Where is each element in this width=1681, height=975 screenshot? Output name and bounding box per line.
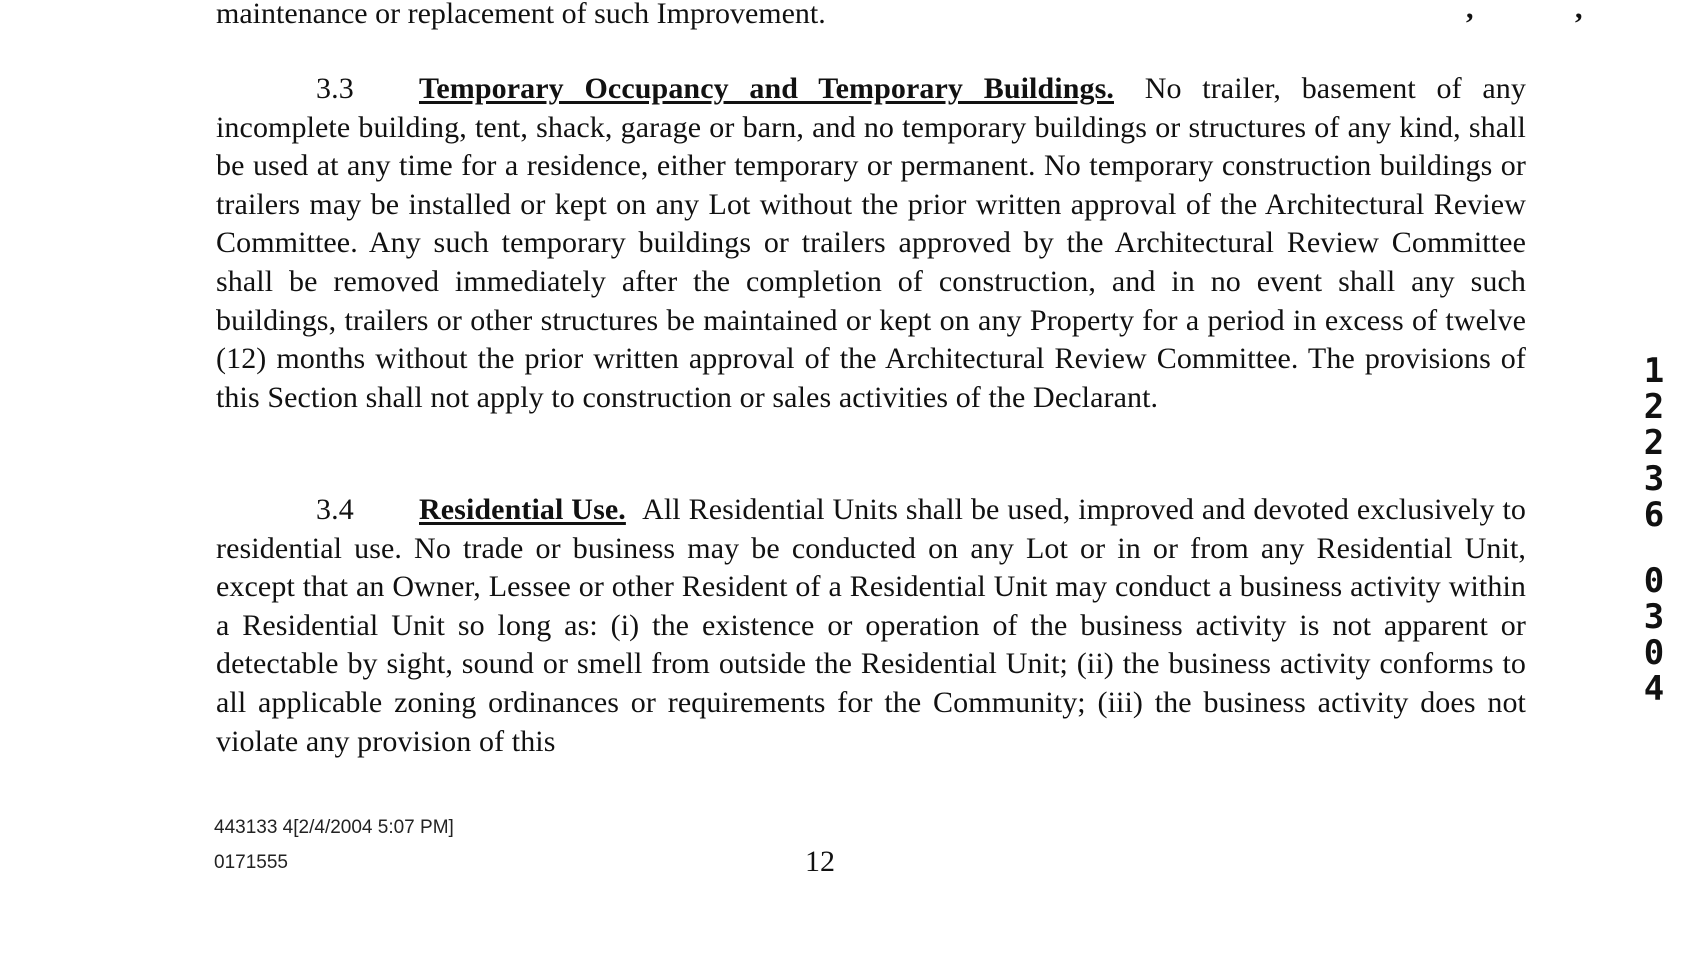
- page-number: 12: [805, 845, 835, 878]
- corner-mark: ,: [1575, 0, 1583, 25]
- section-heading: Residential Use.: [419, 493, 626, 526]
- stamp-digit: 1: [1643, 351, 1665, 391]
- margin-recording-stamp: [1637, 353, 1671, 707]
- stamp-digit: 3: [1643, 597, 1665, 637]
- footer-document-id: 443133 4[2/4/2004 5:07 PM]: [214, 817, 454, 838]
- stamp-digit: 6: [1643, 495, 1665, 535]
- footer-reference-number: 0171555: [214, 852, 288, 873]
- section-body: All Residential Units shall be used, improved and devoted exclusively to residential use. No trade or business may be conducted on any Lot or in or from any Residential Unit, except that an Owner, Lessee or other Resident of a Residential Unit may conduct a business activity within a Residential Unit so long as: (i) the existence or operation of the business activity is not apparent or detectable by sight, sound or smell from outside the Residential Unit; (ii) the business activity conforms to all applicable zoning ordinances or requirements for the Community; (iii) the business activity does not violate any provision of this: [216, 493, 1527, 758]
- stamp-digit: 2: [1643, 423, 1665, 463]
- section-number: 3.3: [316, 72, 354, 105]
- section-3-3: [216, 70, 1526, 417]
- section-number: 3.4: [316, 493, 354, 526]
- stamp-gap: [1637, 533, 1671, 563]
- stamp-digit: 0: [1643, 633, 1665, 673]
- corner-mark: ,: [1466, 0, 1474, 25]
- continued-text-fragment: maintenance or replacement of such Improvement.: [216, 0, 826, 30]
- stamp-digit: 4: [1643, 669, 1665, 709]
- section-3-4: [216, 491, 1526, 761]
- section-body: No trailer, basement of any incomplete building, tent, shack, garage or barn, and no temporary buildings or structures of any kind, shall be used at any time for a residence, either temporary or permanent. No temporary construction buildings or trailers may be installed or kept on any Lot without the prior written approval of the Architectural Review Committee. Any such temporary buildings or trailers approved by the Architectural Review Committee shall be removed immediately after the completion of construction, and in no event shall any such buildings, trailers or other structures be maintained or kept on any Property for a period in excess of twelve (12) months without the prior written approval of the Architectural Review Committee. The provisions of this Section shall not apply to construction or sales activities of the Declarant.: [216, 72, 1526, 414]
- stamp-digit: 2: [1643, 387, 1665, 427]
- section-heading: Temporary Occupancy and Temporary Buildings.: [419, 72, 1114, 105]
- stamp-digit: 3: [1643, 459, 1665, 499]
- stamp-digit: 0: [1643, 561, 1665, 601]
